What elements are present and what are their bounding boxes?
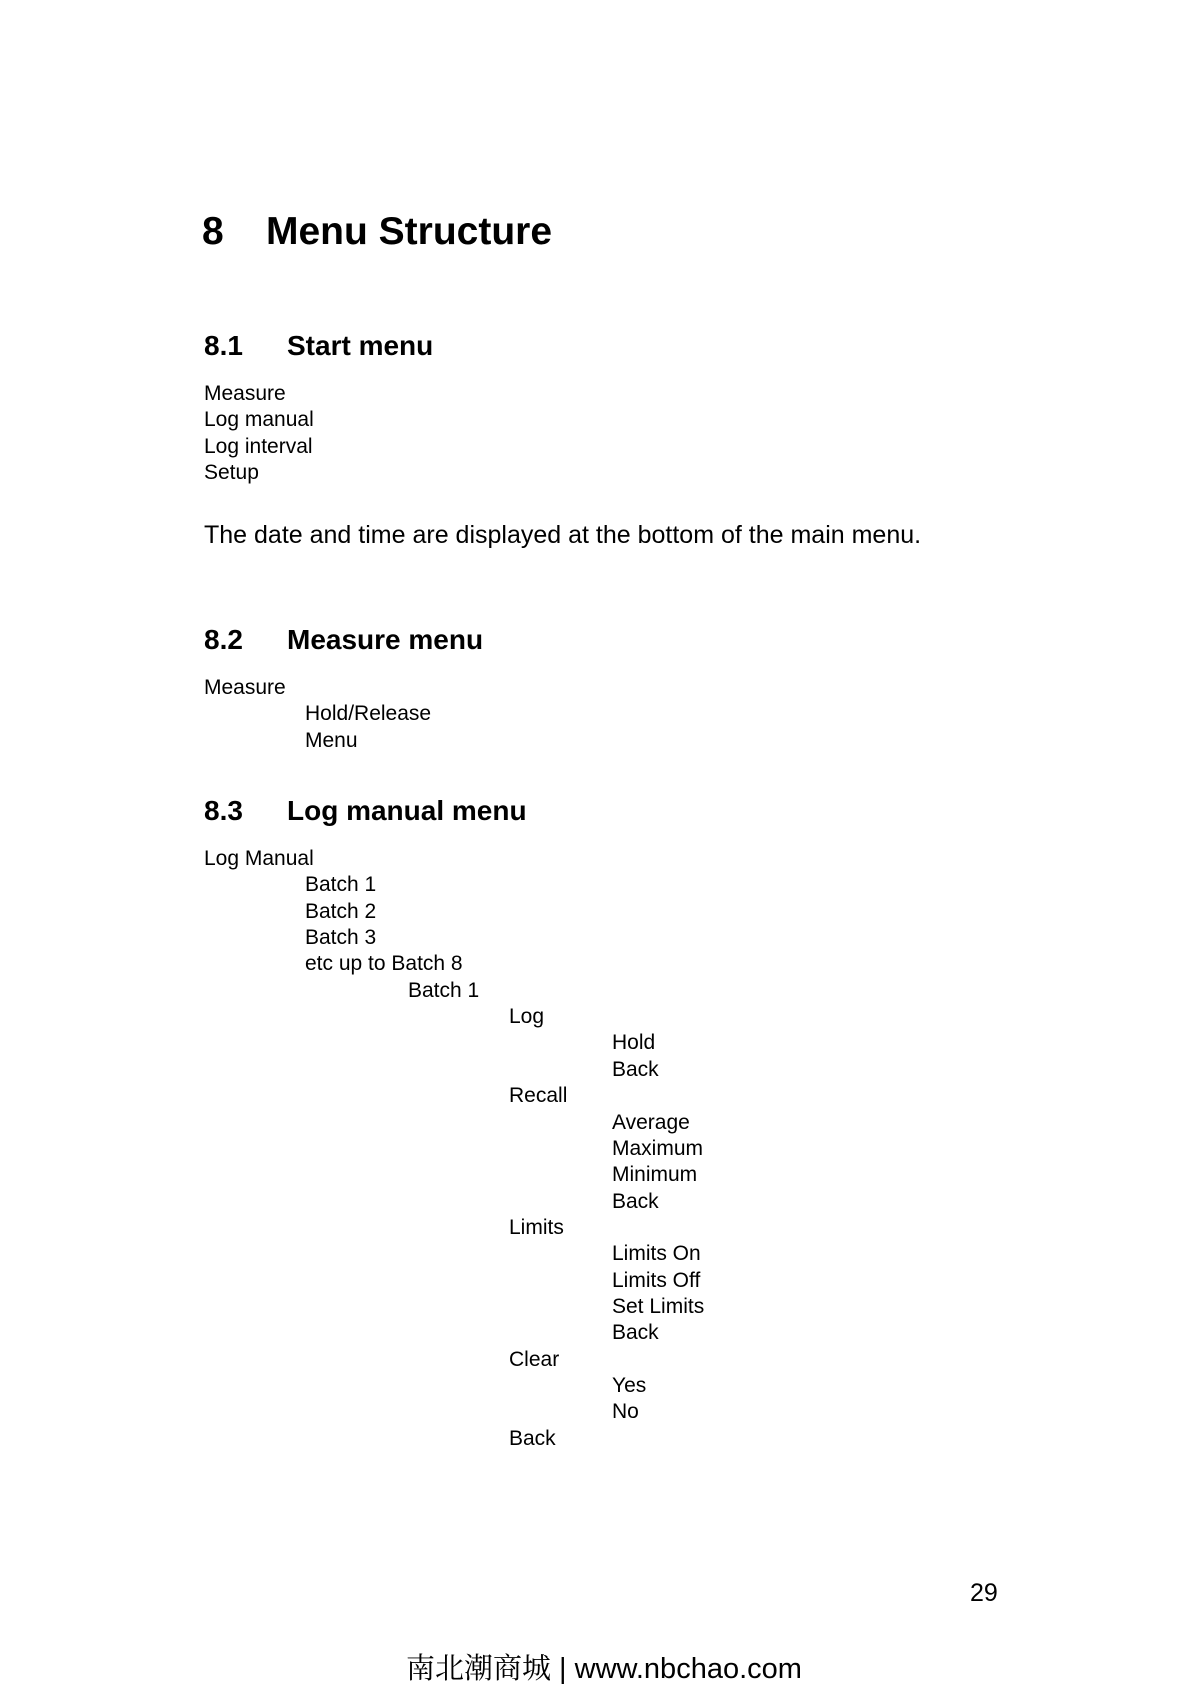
menu-item: Setup: [204, 461, 259, 485]
menu-item: Batch 1: [408, 978, 480, 1002]
menu-item: Log interval: [204, 434, 313, 458]
section-heading-8-2: [204, 623, 484, 657]
menu-item: Log manual: [204, 408, 314, 432]
section-number: 8.2: [204, 624, 243, 655]
menu-item: Measure: [204, 676, 286, 699]
section-heading-8-3: [204, 794, 527, 828]
watermark-footer: 南北潮商城 | www.nbchao.com: [406, 1653, 802, 1685]
menu-item: Hold: [612, 1031, 656, 1055]
menu-item: Back: [612, 1321, 659, 1345]
menu-item: Log Manual: [204, 847, 314, 870]
menu-item: Batch 3: [305, 926, 377, 950]
menu-item: Limits: [509, 1215, 564, 1239]
menu-item: Clear: [509, 1347, 560, 1371]
page-number: 29: [970, 1579, 998, 1607]
menu-item: Limits Off: [612, 1268, 701, 1292]
menu-item: Recall: [509, 1084, 568, 1108]
section-heading-8-1: [204, 329, 434, 363]
menu-item: Minimum: [612, 1163, 698, 1187]
menu-item: Log: [509, 1005, 545, 1029]
chapter-heading: [202, 210, 553, 254]
menu-item: Batch 2: [305, 899, 377, 923]
paragraph: The date and time are displayed at the bottom of the main menu.: [204, 521, 922, 549]
chapter-title: Menu Structure: [266, 210, 553, 253]
menu-item: Hold/Release: [305, 702, 432, 726]
menu-item: Set Limits: [612, 1294, 705, 1318]
section-title: Log manual menu: [287, 795, 527, 826]
menu-item: Back: [509, 1426, 556, 1450]
chapter-number: 8: [202, 210, 224, 253]
menu-item: Average: [612, 1110, 690, 1134]
menu-item: Back: [612, 1189, 659, 1213]
section-title: Measure menu: [287, 624, 484, 655]
section-number: 8.1: [204, 330, 243, 361]
menu-item: etc up to Batch 8: [305, 952, 463, 976]
menu-item: Maximum: [612, 1136, 704, 1160]
menu-item: Measure: [204, 382, 286, 405]
menu-item: Back: [612, 1057, 659, 1081]
menu-item: Batch 1: [305, 873, 377, 897]
menu-item: No: [612, 1400, 639, 1424]
menu-item: Limits On: [612, 1242, 701, 1266]
menu-item: Menu: [305, 728, 358, 752]
section-title: Start menu: [287, 330, 434, 361]
menu-item: Yes: [612, 1374, 647, 1397]
section-number: 8.3: [204, 795, 243, 826]
